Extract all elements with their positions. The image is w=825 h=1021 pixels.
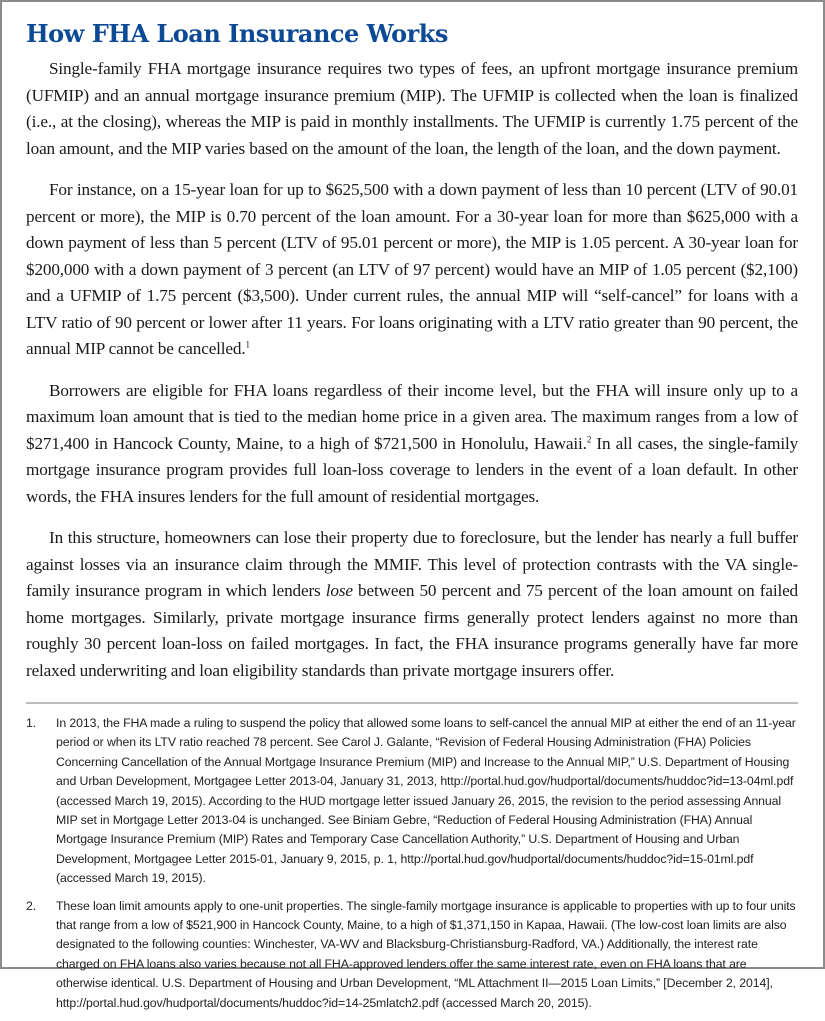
sidebar-content (26, 16, 798, 1021)
footnote-ref-2[interactable]: 2 (586, 433, 592, 444)
emphasis-lose: lose (325, 581, 353, 600)
paragraph-structure-text-b: between 50 percent and 75 percent of the loan amount on failed home mortgages. Similarly, private mortgage insurance firms generally protect lenders against no more than roughly 30 percent loan-loss on failed mortgages. In fact, the FHA insurance programs generally have far more relaxed underwriting and loan eligibility standards than private mortgage insurers offer. (26, 581, 798, 680)
footnote-1 (26, 714, 798, 889)
footnote-ref-1[interactable]: 1 (245, 339, 250, 350)
footnote-text: In 2013, the FHA made a ruling to suspend the policy that allowed some loans to self-cancel the annual MIP at either the end of an 11-year period or when its LTV ratio reached 78 percent. See Carol J. Galante, “Revision of Federal Housing Administration (FHA) Policies Concerning Cancellation of the Annual Mortgage Insurance Premium (MIP) and Increase to the Annual MIP,” U.S. Department of Housing and Urban Development, Mortgagee Letter 2013-04, January 31, 2013, http://portal.hud.gov/hudportal/documents/huddoc?id=13-04ml.pdf (accessed March 19, 2015). According to the HUD mortgage letter issued January 26, 2015, the revision to the period assessing Annual MIP set in Mortgage Letter 2013-04 is unchanged. See Biniam Gebre, “Reduction of Federal Housing Administration (FHA) Annual Mortgage Insurance Premium (MIP) Rates and Temporary Case Cancellation Authority,” U.S. Department of Housing and Urban Development, Mortgagee Letter 2015-01, January 9, 2015, p. 1, http://portal.hud.gov/hudportal/documents/huddoc?id=15-01ml.pdf (accessed March 19, 2015). (56, 716, 796, 886)
paragraph-structure-text-a: In this structure, homeowners can lose their property due to foreclosure, but the lender has nearly a full buffer against losses via an insurance claim through the MMIF. This level of protection contrasts with the VA single-family insurance program in which lenders (26, 528, 798, 600)
footnote-number: 2. (26, 898, 37, 913)
paragraph-eligibility-text-b: In all cases, the single-family mortgage insurance program provides full loan-loss coverage to lenders in the event of a loan default. In other words, the FHA insures lenders for the full amount of residential mortgages. (26, 433, 799, 506)
sidebar-title: How FHA Loan Insurance Works (26, 19, 448, 48)
footnote-2 (26, 897, 798, 1013)
footnote-divider (26, 702, 798, 704)
footnote-text: These loan limit amounts apply to one-unit properties. The single-family mortgage insurance is applicable to properties with up to four units that range from a low of $521,900 in Hancock County, Maine, to a high of $1,371,150 in Kapaa, Hawaii. (The low-cost loan limits are also designated to the following counties: Winchester, VA-WV and Blacksburg-Christiansburg-Radford, VA.) Additionally, the interest rate charged on FHA loans also varies because not all FHA-approved lenders offer the same interest rate, even on FHA loans that are otherwise identical. U.S. Department of Housing and Urban Development, “ML Attachment II—2015 Loan Limits,” [December 2, 2014], http://portal.hud.gov/hudportal/documents/huddoc?id=14-25mlatch2.pdf (accessed March 20, 2015). (56, 898, 796, 1010)
paragraph-fees: Single-family FHA mortgage insurance requires two types of fees, an upfront mortgage insurance premium (UFMIP) and an annual mortgage insurance premium (MIP). The UFMIP is collected when the loan is finalized (i.e., at the closing), whereas the MIP is paid in monthly installments. The UFMIP is currently 1.75 percent of the loan amount, and the MIP varies based on the amount of the loan, the length of the loan, and the down payment. (26, 59, 798, 158)
body-text (26, 56, 798, 684)
footnote-number: 1. (26, 716, 37, 730)
paragraph-structure (26, 525, 798, 684)
paragraph-example (26, 177, 798, 363)
paragraph-eligibility-text-a: Borrowers are eligible for FHA loans regardless of their income level, but the FHA will insure only up to a maximum loan amount that is tied to the median home price in a given area. The maximum ranges from a low of $271,400 in Hancock County, Maine, to a high of $721,500 in Honolulu, Hawaii. (26, 380, 798, 453)
footnotes (26, 714, 798, 1013)
paragraph-example-text: For instance, on a 15-year loan for up to $625,500 with a down payment of less than 10 percent (LTV of 90.01 percent or more), the MIP is 0.70 percent of the loan amount. For a 30-year loan for more than $625,000 with a down payment of less than 5 percent (LTV of 95.01 percent or more), the MIP is 1.05 percent. A 30-year loan for $200,000 with a down payment of 3 percent (an LTV of 97 percent) would have an MIP of 1.05 percent ($2,100) and a UFMIP of 1.75 percent ($3,500). Under current rules, the annual MIP will “self-cancel” for loans with a LTV ratio of 90 percent or lower after 11 years. For loans originating with a LTV ratio greater than 90 percent, the annual MIP cannot be cancelled. (26, 180, 798, 358)
paragraph-eligibility (26, 378, 798, 511)
